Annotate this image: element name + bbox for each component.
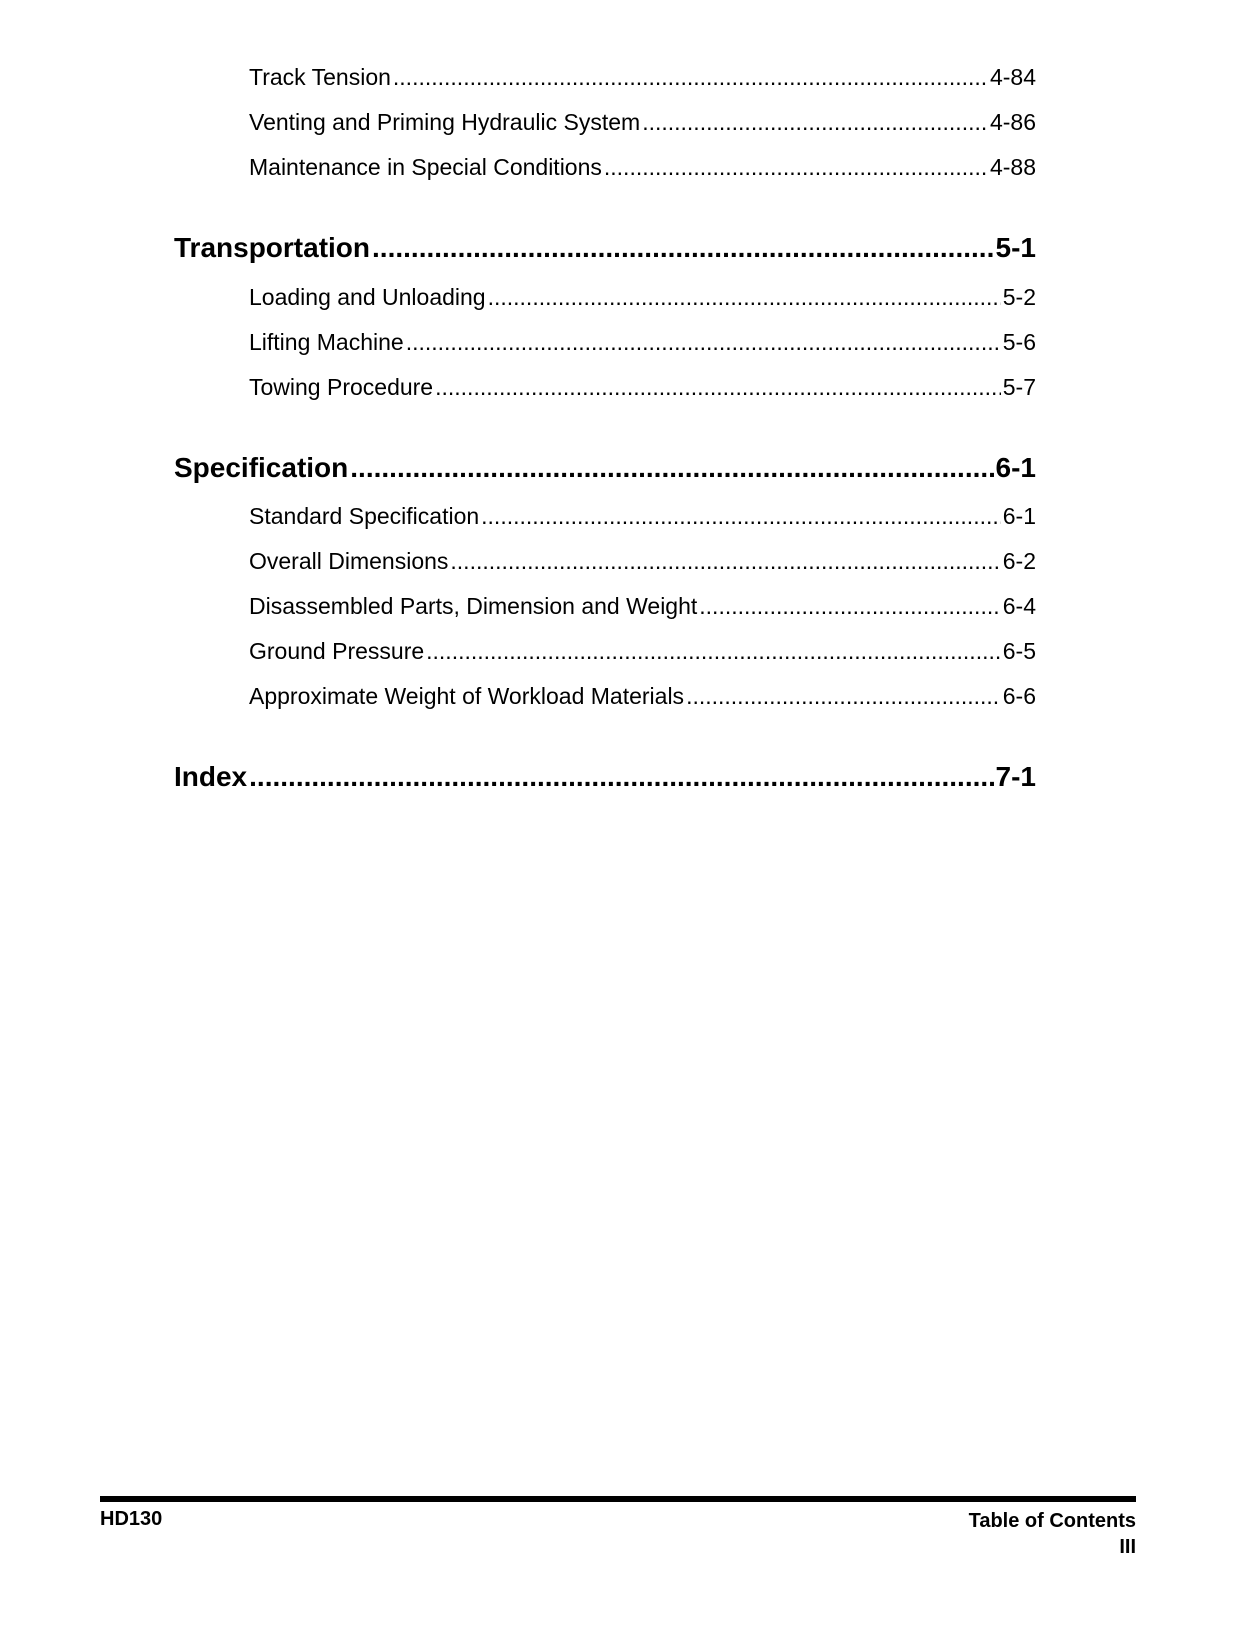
toc-section-index[interactable] bbox=[174, 761, 1036, 793]
toc-entry-title: Overall Dimensions bbox=[249, 548, 449, 574]
dot-leader bbox=[372, 232, 994, 264]
toc-entry-page: 6-4 bbox=[1002, 593, 1036, 619]
toc-section-title: Specification bbox=[174, 452, 349, 483]
toc-entry-standard-specification[interactable] bbox=[249, 503, 1036, 530]
toc-section-title: Index bbox=[174, 761, 248, 792]
toc-entry-disassembled-parts[interactable] bbox=[249, 593, 1036, 620]
toc-entry-page: 4-86 bbox=[989, 109, 1036, 135]
toc-entry-page: 4-84 bbox=[989, 64, 1036, 90]
toc-entry-title: Disassembled Parts, Dimension and Weight bbox=[249, 593, 698, 619]
footer-divider bbox=[100, 1496, 1136, 1502]
dot-leader bbox=[350, 452, 993, 484]
toc-entry-maintenance-special[interactable] bbox=[249, 154, 1036, 181]
dot-leader bbox=[450, 548, 1000, 575]
toc-entry-overall-dimensions[interactable] bbox=[249, 548, 1036, 575]
dot-leader bbox=[406, 329, 1001, 356]
toc-entry-page: 6-2 bbox=[1002, 548, 1036, 574]
toc-entry-page: 6-1 bbox=[1002, 503, 1036, 529]
toc-entry-venting-priming[interactable] bbox=[249, 109, 1036, 136]
toc-entry-page: 5-6 bbox=[1002, 329, 1036, 355]
toc-entry-ground-pressure[interactable] bbox=[249, 638, 1036, 665]
dot-leader bbox=[249, 761, 993, 793]
toc-entry-title: Maintenance in Special Conditions bbox=[249, 154, 602, 180]
toc-section-specification[interactable] bbox=[174, 452, 1036, 484]
dot-leader bbox=[435, 374, 1001, 401]
toc-entry-page: 6-5 bbox=[1002, 638, 1036, 664]
toc-entry-title: Venting and Priming Hydraulic System bbox=[249, 109, 641, 135]
toc-section-page: 6-1 bbox=[995, 452, 1036, 483]
toc-entry-lifting-machine[interactable] bbox=[249, 329, 1036, 356]
toc-entry-page: 6-6 bbox=[1002, 683, 1036, 709]
toc-section-page: 5-1 bbox=[995, 232, 1036, 263]
footer-info bbox=[969, 1508, 1136, 1560]
toc-entry-title: Approximate Weight of Workload Materials bbox=[249, 683, 685, 709]
toc-entry-page: 4-88 bbox=[989, 154, 1036, 180]
toc-entry-title: Ground Pressure bbox=[249, 638, 425, 664]
toc-entry-title: Lifting Machine bbox=[249, 329, 404, 355]
dot-leader bbox=[699, 593, 1000, 620]
toc-entry-loading-unloading[interactable] bbox=[249, 284, 1036, 311]
toc-entry-page: 5-2 bbox=[1002, 284, 1036, 310]
toc-section-page: 7-1 bbox=[995, 761, 1036, 792]
toc-entry-towing-procedure[interactable] bbox=[249, 374, 1036, 401]
footer-section-title: Table of Contents bbox=[968, 1510, 1136, 1532]
toc-entry-track-tension[interactable] bbox=[249, 64, 1036, 91]
dot-leader bbox=[488, 284, 1001, 311]
toc-entry-page: 5-7 bbox=[1002, 374, 1036, 400]
toc-entry-approximate-weight[interactable] bbox=[249, 683, 1036, 710]
toc-entry-title: Track Tension bbox=[249, 64, 391, 90]
toc-entry-title: Towing Procedure bbox=[249, 374, 434, 400]
toc-entry-title: Loading and Unloading bbox=[249, 284, 486, 310]
dot-leader bbox=[481, 503, 1001, 530]
toc-section-title: Transportation bbox=[174, 232, 371, 263]
dot-leader bbox=[642, 109, 988, 136]
footer-model: HD130 bbox=[100, 1508, 163, 1530]
dot-leader bbox=[686, 683, 1001, 710]
dot-leader bbox=[604, 154, 988, 181]
footer-page-number: III bbox=[1119, 1536, 1136, 1558]
dot-leader bbox=[393, 64, 988, 91]
toc-entry-title: Standard Specification bbox=[249, 503, 480, 529]
dot-leader bbox=[426, 638, 1001, 665]
toc-section-transportation[interactable] bbox=[174, 232, 1036, 264]
